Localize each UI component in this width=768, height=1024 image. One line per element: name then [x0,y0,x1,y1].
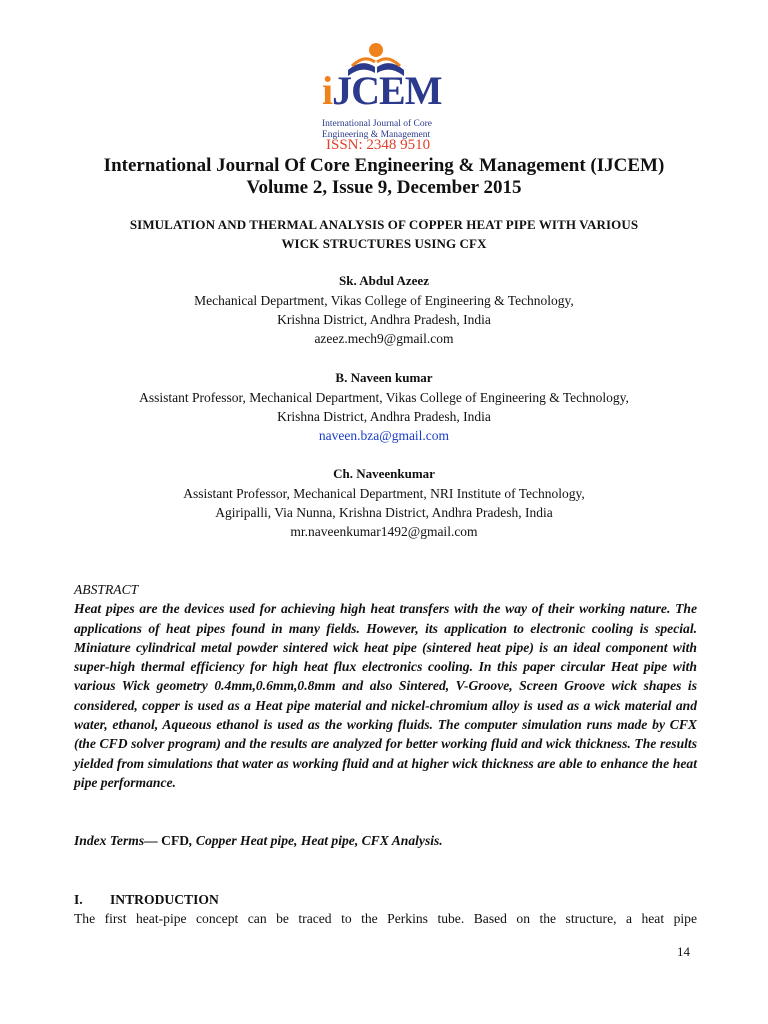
index-terms-rest: , Copper Heat pipe, Heat pipe, CFX Analysis. [189,833,443,848]
abstract-heading: ABSTRACT [74,582,139,597]
author-affiliation: Assistant Professor, Mechanical Department, NRI Institute of Technology, [183,486,585,501]
author-name: B. Naveen kumar [335,370,433,385]
author-block-3 [0,466,768,541]
index-terms-label: Index Terms— [74,833,162,848]
section-heading [74,892,219,908]
logo-subtitle: International Journal of Core Engineering & Management [322,119,433,140]
author-block-1 [0,273,768,348]
abstract-section [74,580,697,792]
author-affiliation: Krishna District, Andhra Pradesh, India [277,312,491,327]
section-title: INTRODUCTION [110,892,219,907]
index-term-cfd: CFD [161,833,190,848]
intro-text: The first heat-pipe concept can be traced to the Perkins tube. Based on the structure, a heat pipe [74,911,697,926]
author-affiliation: Mechanical Department, Vikas College of Engineering & Technology, [194,293,574,308]
author-name: Sk. Abdul Azeez [339,273,429,288]
author-affiliation: Assistant Professor, Mechanical Department, Vikas College of Engineering & Technology, [139,390,629,405]
paper-title: SIMULATION AND THERMAL ANALYSIS OF COPPER HEAT PIPE WITH VARIOUS WICK STRUCTURES USING CFX [129,217,639,251]
author-affiliation: Krishna District, Andhra Pradesh, India [277,409,491,424]
author-email-link[interactable]: naveen.bza@gmail.com [318,428,450,443]
author-block-2 [0,370,768,445]
issn-number: ISSN: 2348 9510 [326,137,431,153]
logo-brand: iJCEM [322,68,442,113]
page-number: 14 [677,944,690,959]
journal-header: International Journal Of Core Engineering & Management (IJCEM) Volume 2, Issue 9, December 2015 [103,155,665,198]
section-number: I. [74,892,83,907]
author-affiliation: Agiripalli, Via Nunna, Krishna District, Andhra Pradesh, India [215,505,553,520]
index-terms [74,833,443,849]
author-email: azeez.mech9@gmail.com [314,331,454,346]
abstract-text: Heat pipes are the devices used for achieving high heat transfers with the way of their working nature. The applications of heat pipes found in many fields. However, its application to electronic cooling is special. Miniature cylindrical metal powder sintered wick heat pipe (sintered heat pipe) is an ideal component with super-high thermal efficiency for high heat flux electronics cooling. In this paper circular Heat pipe with various Wick geometry 0.4mm,0.6mm,0.8mm and also Sintered, V-Groove, Screen Groove wick shapes is considered, copper is used as a Heat pipe material and nickel-chromium alloy is used as a wick material and water, ethanol, Aqueous ethanol is used as the working fluids. The computer simulation runs made by CFX (the CFD solver program) and the results are analyzed for better working fluid and wick thickness. The results yielded from simulations that water as working fluid and at higher wick thickness are able to enhance the heat pipe performance. [74,601,697,790]
author-email: mr.naveenkumar1492@gmail.com [290,524,478,539]
author-name: Ch. Naveenkumar [333,466,435,481]
